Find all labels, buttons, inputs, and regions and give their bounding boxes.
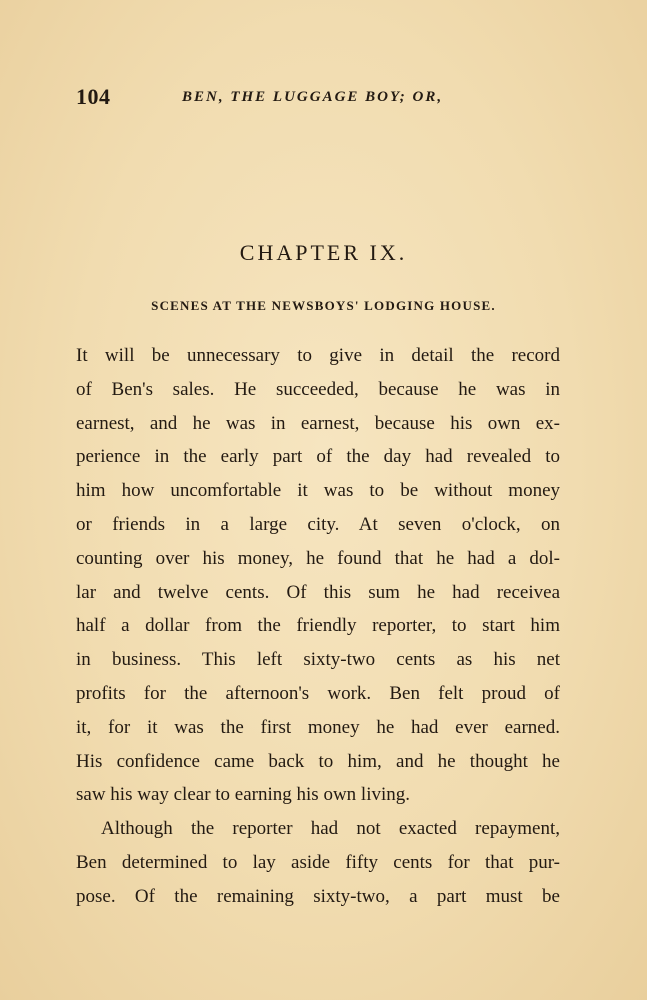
text-line: him how uncomfortable it was to be without money <box>76 480 560 502</box>
text-line: profits for the afternoon's work. Ben felt proud of <box>76 682 560 704</box>
text-line: Ben determined to lay aside fifty cents for that pur- <box>76 851 560 873</box>
text-line: pose. Of the remaining sixty-two, a part must be <box>76 885 560 907</box>
body-text <box>76 339 560 914</box>
running-title: BEN, THE LUGGAGE BOY; OR, <box>182 89 444 105</box>
text-line: counting over his money, he found that he had a dol- <box>76 547 560 569</box>
chapter-heading: CHAPTER IX. <box>239 240 408 265</box>
text-line: Although the reporter had not exacted repayment, <box>101 818 560 840</box>
text-line: of Ben's sales. He succeeded, because he was in <box>76 378 560 400</box>
text-line: it, for it was the first money he had ever earned. <box>76 716 560 738</box>
text-line: half a dollar from the friendly reporter, to start him <box>76 615 560 637</box>
text-line: It will be unnecessary to give in detail the record <box>76 345 560 366</box>
running-head <box>76 84 576 114</box>
text-line: perience in the early part of the day had revealed to <box>76 446 560 468</box>
text-line: saw his way clear to earning his own living. <box>76 784 411 806</box>
text-line: His confidence came back to him, and he thought he <box>76 750 560 772</box>
text-line: lar and twelve cents. Of this sum he had receivea <box>76 581 560 603</box>
chapter-subtitle: SCENES AT THE NEWSBOYS' LODGING HOUSE. <box>151 298 496 313</box>
text-line: or friends in a large city. At seven o'clock, on <box>76 513 560 535</box>
text-line: in business. This left sixty-two cents as his net <box>76 649 560 671</box>
text-line: earnest, and he was in earnest, because his own ex- <box>76 412 560 434</box>
page-number: 104 <box>76 84 111 109</box>
